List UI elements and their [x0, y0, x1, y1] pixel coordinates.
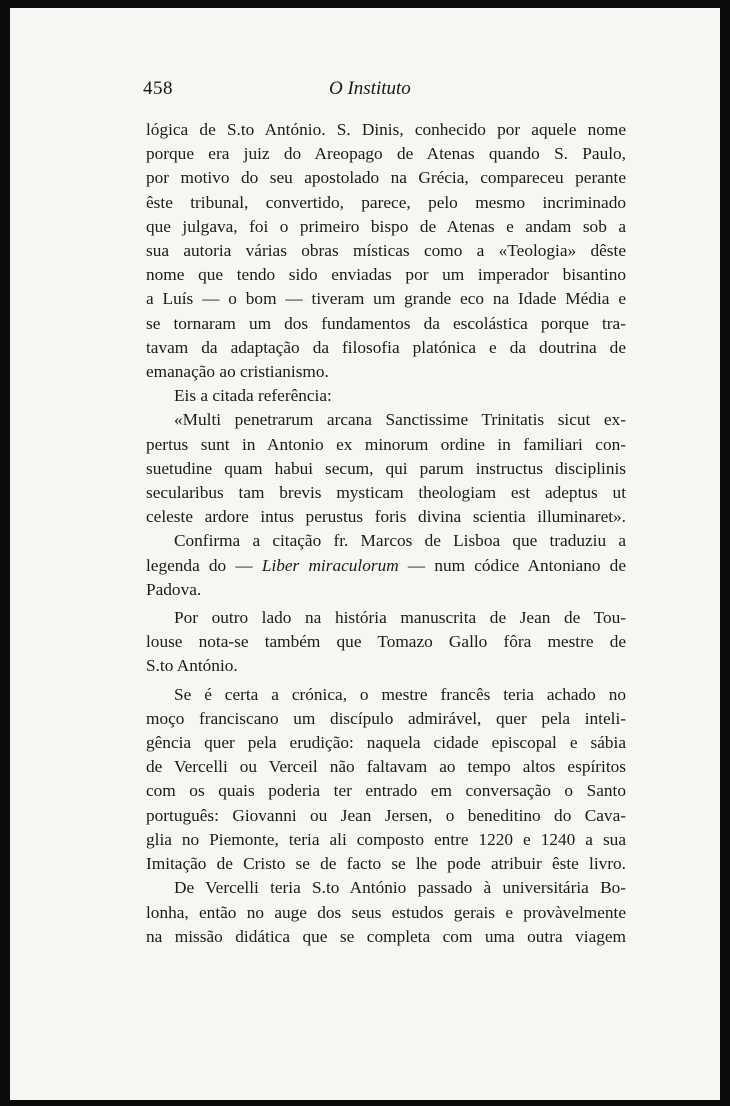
running-title: O Instituto: [329, 78, 411, 99]
text-line: glia no Piemonte, teria ali composto entre 1220 e 1240 a sua: [146, 829, 626, 849]
text-line: com os quais poderia ter entrado em conversação o Santo: [146, 781, 626, 801]
text-line: Confirma a citação fr. Marcos de Lisboa que traduziu a: [174, 531, 626, 551]
text-line: sua autoria várias obras místicas como a «Teologia» dêste: [146, 241, 626, 261]
text-line: a Luís — o bom — tiveram um grande eco na Idade Média e: [146, 289, 626, 309]
text-line: porque era juiz do Areopago de Atenas quando S. Paulo,: [146, 144, 626, 164]
quote-line: celeste ardore intus perustus foris divina scientia illuminaret».: [146, 507, 626, 527]
quote-line: suetudine quam habui secum, qui parum instructus disciplinis: [146, 458, 626, 478]
text-line: Padova.: [146, 579, 202, 599]
text-line: tavam da adaptação da filosofia platónica e da doutrina de: [146, 337, 626, 357]
text-line: louse nota-se também que Tomazo Gallo fôra mestre de: [146, 632, 626, 652]
page-number: 458: [143, 78, 173, 99]
text-line: emanação ao cristianismo.: [146, 362, 329, 382]
text-line: na missão didática que se completa com uma outra viagem: [146, 926, 626, 946]
text-line: lógica de S.to António. S. Dinis, conhecido por aquele nome: [146, 120, 626, 139]
text-line: De Vercelli teria S.to António passado à universitária Bo-: [174, 878, 626, 898]
page-header: [143, 74, 631, 106]
text-line: por motivo do seu apostolado na Grécia, compareceu perante: [146, 168, 626, 188]
body-text: [146, 118, 626, 949]
text-line: que julgava, foi o primeiro bispo de Atenas e andam sob a: [146, 216, 626, 236]
text-line: português: Giovanni ou Jean Jersen, o beneditino do Cava-: [146, 805, 626, 825]
text-line: Se é certa a crónica, o mestre francês teria achado no: [174, 684, 626, 704]
text-line: Por outro lado na história manuscrita de Jean de Tou-: [174, 608, 626, 628]
book-page: [10, 8, 720, 1100]
text-line: legenda do — Liber miraculorum — num códice Antoniano de: [146, 555, 626, 575]
italic-title: Liber miraculorum: [261, 555, 399, 575]
text-line: moço franciscano um discípulo admirável, quer pela inteli-: [146, 708, 626, 728]
quote-line: «Multi penetrarum arcana Sanctissime Trinitatis sicut ex-: [174, 410, 626, 430]
text-line: de Vercelli ou Verceil não faltavam ao tempo altos espíritos: [146, 757, 626, 777]
text-line: êste tribunal, convertido, parece, pelo mesmo incriminado: [146, 192, 626, 212]
text-line: nome que tendo sido enviadas por um imperador bisantino: [146, 265, 626, 285]
text-line: S.to António.: [146, 656, 238, 676]
quote-line: pertus sunt in Antonio ex minorum ordine in familiari con-: [146, 434, 626, 454]
quote-line: secularibus tam brevis mysticam theologiam est adeptus ut: [146, 483, 626, 503]
text-line: lonha, então no auge dos seus estudos gerais e provàvelmente: [146, 902, 626, 922]
text-line: se tornaram um dos fundamentos da escolástica porque tra-: [146, 313, 626, 333]
text-line: Imitação de Cristo se de facto se lhe pode atribuir êste livro.: [146, 854, 626, 874]
text-line: gência quer pela erudição: naquela cidade episcopal e sábia: [146, 733, 626, 753]
text-line: Eis a citada referência:: [174, 386, 332, 406]
